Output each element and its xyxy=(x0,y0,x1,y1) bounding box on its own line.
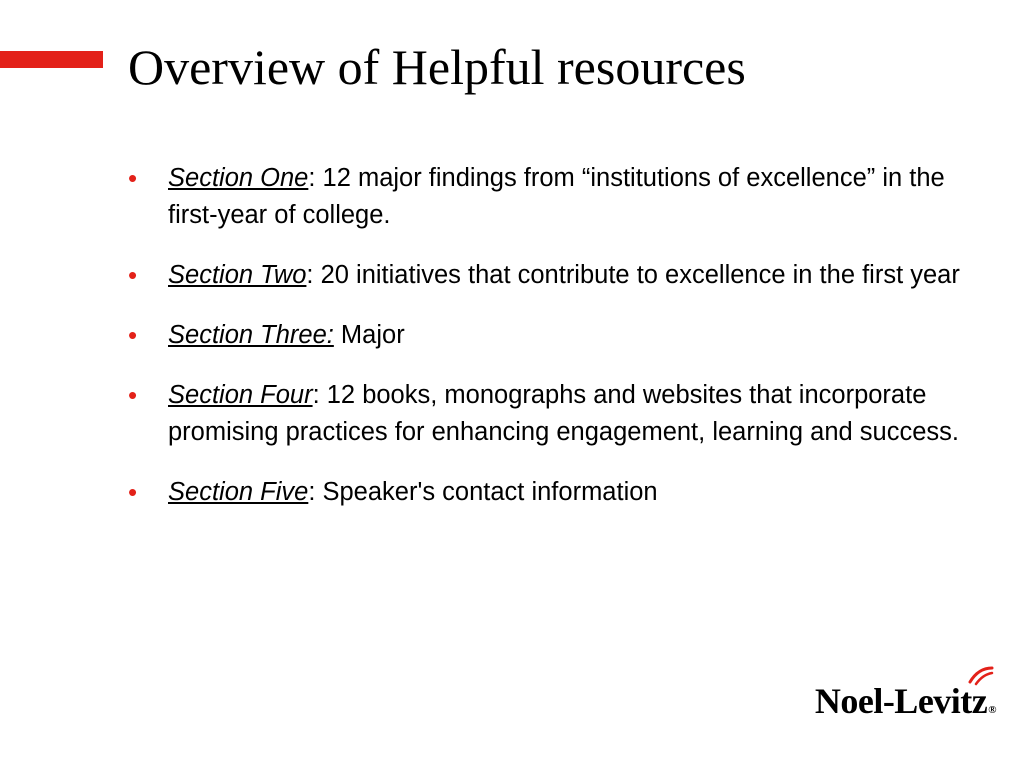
slide-title: Overview of Helpful resources xyxy=(128,39,746,95)
section-name: Section Five xyxy=(168,478,309,506)
bullet-item-section-three xyxy=(128,317,978,354)
bullet-item-section-two xyxy=(128,257,978,294)
bullet-item-section-one xyxy=(128,160,978,234)
bullet-list xyxy=(128,160,978,534)
logo-text: Noel-Levitz xyxy=(814,681,988,721)
bullet-icon: • xyxy=(128,163,138,193)
section-description: Major xyxy=(333,321,405,349)
section-name: Section Two xyxy=(168,261,307,289)
section-description: : 12 books, monographs and websites that incorporate promising practices for enhancing engagement, learning and success. xyxy=(168,381,959,446)
registered-mark: ® xyxy=(988,704,996,716)
title-accent-bar xyxy=(0,51,103,68)
bullet-item-section-four xyxy=(128,377,978,451)
logo-swoosh-icon xyxy=(968,666,994,686)
bullet-icon: • xyxy=(128,380,138,410)
section-description: : 12 major findings from “institutions of excellence” in the first-year of college. xyxy=(168,164,945,229)
bullet-item-section-five xyxy=(128,474,978,511)
bullet-icon: • xyxy=(128,477,138,507)
section-description: : Speaker's contact information xyxy=(308,478,658,506)
section-name: Section Four xyxy=(168,381,313,409)
section-name: Section One xyxy=(168,164,309,192)
bullet-icon: • xyxy=(128,320,138,350)
bullet-icon: • xyxy=(128,260,138,290)
section-description: : 20 initiatives that contribute to excellence in the first year xyxy=(306,261,960,289)
noel-levitz-logo xyxy=(815,680,996,722)
section-name: Section Three: xyxy=(168,321,334,349)
